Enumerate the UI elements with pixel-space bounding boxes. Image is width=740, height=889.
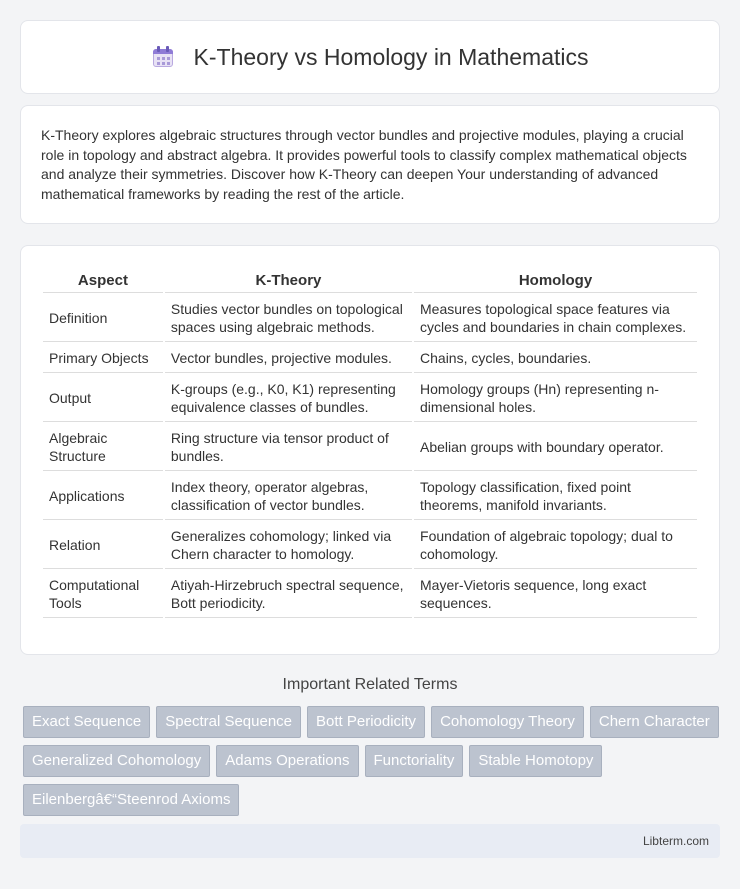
related-term-tag[interactable]: Chern Character	[590, 706, 719, 738]
table-cell: Topology classification, fixed point theorems, manifold invariants.	[414, 473, 697, 520]
related-terms-title: Important Related Terms	[282, 676, 458, 693]
related-term-tag[interactable]: Functoriality	[365, 745, 464, 777]
page-title: K-Theory vs Homology in Mathematics	[193, 43, 589, 70]
related-term-tag[interactable]: Stable Homotopy	[469, 745, 602, 777]
related-term-tag[interactable]: Generalized Cohomology	[23, 745, 210, 777]
column-header: Homology	[414, 268, 697, 293]
table-cell: Mayer-Vietoris sequence, long exact sequences.	[414, 571, 697, 618]
table-cell: Chains, cycles, boundaries.	[414, 344, 697, 373]
related-terms-list	[23, 706, 723, 816]
table-row	[43, 375, 697, 422]
related-term-tag[interactable]: Exact Sequence	[23, 706, 150, 738]
table-cell: Algebraic Structure	[43, 424, 163, 471]
table-cell: Measures topological space features via cycles and boundaries in chain complexes.	[414, 295, 697, 342]
related-term-tag[interactable]: Adams Operations	[216, 745, 358, 777]
table-cell: Vector bundles, projective modules.	[165, 344, 412, 373]
intro-card	[20, 105, 720, 224]
table-row	[43, 344, 697, 373]
table-cell: Computational Tools	[43, 571, 163, 618]
column-header: Aspect	[43, 268, 163, 293]
table-cell: Relation	[43, 522, 163, 569]
related-term-tag[interactable]: Eilenbergâ€“Steenrod Axioms	[23, 784, 239, 816]
footer-site-link[interactable]: Libterm.com	[642, 834, 709, 848]
table-cell: Output	[43, 375, 163, 422]
table-cell: Homology groups (Hn) representing n-dimensional holes.	[414, 375, 697, 422]
related-term-tag[interactable]: Cohomology Theory	[431, 706, 584, 738]
table-row	[43, 295, 697, 342]
intro-text: K-Theory explores algebraic structures through vector bundles and projective modules, playing a crucial role in topology and abstract algebra. It provides powerful tools to classify complex mathematical objects and analyze their symmetries. Discover how K-Theory can deepen Your understanding of advanced mathematical frameworks by reading the rest of the article.	[41, 127, 687, 202]
related-term-tag[interactable]: Spectral Sequence	[156, 706, 301, 738]
table-cell: Foundation of algebraic topology; dual to cohomology.	[414, 522, 697, 569]
header-card	[20, 20, 720, 94]
comparison-table	[41, 266, 699, 620]
table-cell: Definition	[43, 295, 163, 342]
comparison-card	[20, 245, 720, 655]
table-cell: Primary Objects	[43, 344, 163, 373]
table-cell: Index theory, operator algebras, classification of vector bundles.	[165, 473, 412, 520]
table-row	[43, 522, 697, 569]
table-header-row	[43, 268, 697, 293]
table-cell: Applications	[43, 473, 163, 520]
table-cell: Ring structure via tensor product of bundles.	[165, 424, 412, 471]
table-row	[43, 424, 697, 471]
table-cell: Atiyah-Hirzebruch spectral sequence, Bott periodicity.	[165, 571, 412, 618]
related-term-tag[interactable]: Bott Periodicity	[307, 706, 425, 738]
table-cell: Studies vector bundles on topological spaces using algebraic methods.	[165, 295, 412, 342]
footer	[20, 824, 720, 858]
table-cell: Abelian groups with boundary operator.	[414, 424, 697, 471]
table-row	[43, 473, 697, 520]
table-cell: K-groups (e.g., K0, K1) representing equivalence classes of bundles.	[165, 375, 412, 422]
table-row	[43, 571, 697, 618]
title-wrap	[152, 44, 589, 71]
calendar-icon	[152, 46, 174, 68]
table-cell: Generalizes cohomology; linked via Chern character to homology.	[165, 522, 412, 569]
column-header: K-Theory	[165, 268, 412, 293]
